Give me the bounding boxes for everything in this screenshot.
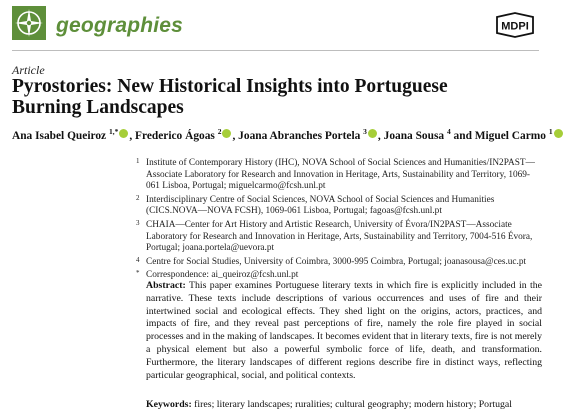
affiliation-number: * (136, 269, 140, 278)
article-type: Article (12, 63, 45, 77)
author-name[interactable]: Joana Sousa (383, 129, 445, 142)
author-name[interactable]: Joana Abranches Portela (238, 129, 361, 142)
header-divider (12, 50, 539, 51)
orcid-icon[interactable] (554, 129, 563, 138)
affiliation-text: CHAIA—Center for Art History and Artistic Research, University of Évora/IN2PAST—Associate Laboratory for Research and Innovation in Heritage, Arts, Sustainability and Territory, 7004-516 Évora, Portugal; joana.portela@uevora.pt (146, 219, 533, 254)
journal-header (12, 6, 539, 44)
geographies-logo-icon (12, 6, 46, 40)
title-line: Pyrostories: New Historical Insights into Portuguese (12, 76, 448, 97)
affiliation-list (136, 157, 541, 284)
affiliation-item (136, 193, 541, 218)
author-affiliation-marker: 4 (446, 127, 451, 136)
affiliation-item (136, 255, 541, 269)
author-affiliation-marker: 3 (363, 127, 367, 136)
affiliation-number: 3 (136, 218, 140, 227)
abstract (146, 280, 542, 382)
keywords (146, 399, 542, 412)
title-line: Burning Landscapes (12, 97, 184, 118)
journal-name[interactable]: geographies (56, 14, 184, 37)
author-affiliation-marker: 2 (217, 127, 222, 136)
affiliation-number: 4 (136, 255, 140, 264)
keywords-label: Keywords: (146, 399, 192, 410)
orcid-icon[interactable] (368, 129, 377, 138)
author-affiliation-marker: 1,* (108, 127, 119, 136)
affiliation-item (136, 218, 541, 255)
author-affiliation-marker: 1 (548, 127, 553, 136)
affiliation-text: Interdisciplinary Centre of Social Sciences, NOVA School of Social Sciences and Humanities (CICS.NOVA—NOVA FCSH), 1069-061 Lisboa, Portugal; fagoas@fcsh.unl.pt (146, 194, 495, 217)
publisher-name: MDPI (501, 20, 529, 33)
paper-title (12, 76, 542, 118)
affiliation-text: Centre for Social Studies, University of Coimbra, 3000-995 Coimbra, Portugal; joanasousa@ces.uc.pt (146, 256, 527, 267)
author-name[interactable]: Ana Isabel Queiroz (12, 129, 107, 142)
affiliation-text: Institute of Contemporary History (IHC), NOVA School of Social Sciences and Humanities/IN2PAST—Associate Laboratory for Research and Innovation in Heritage, Arts, Sustainability and Territory, 1069-061 Lisboa, Portugal; miguelcarmo@fcsh.unl.pt (146, 158, 535, 192)
keywords-text: fires; literary landscapes; ruralities; cultural geography; modern history; Portugal (194, 399, 512, 410)
author-name[interactable]: Frederico Ágoas (135, 129, 215, 142)
author-name[interactable]: Miguel Carmo (474, 129, 546, 142)
abstract-label: Abstract: (146, 280, 186, 291)
orcid-icon[interactable] (222, 129, 231, 138)
author-list: Ana Isabel Queiroz $^{1,*}$ , Frederico Ágoas $^2$ , Joana Abranches Portela $^3$ , Joana Sousa $^4$ and Miguel Carmo $^1$ (12, 124, 547, 144)
orcid-icon[interactable] (119, 129, 128, 138)
abstract-text: This paper examines Portuguese literary texts in which fire is explicitly included in the narrative. These texts include descriptions of various occurrences and uses of fire and their intertwined social and ecological effects. They shed light on the origins, actors, practices, and impacts of fire, and they reveal past perceptions of fire, namely the role fire played in social processes and in the making of landscapes. It becomes evident that in literary texts, fire is not merely a physical element but also a powerful symbolic force of life, death, and transformation. Furthermore, the literary landscapes of different regions describe fire in distinct ways, reflecting particular geographical, social, and political contexts. (146, 280, 542, 381)
affiliation-number: 2 (136, 193, 140, 202)
correspondence-text[interactable]: Correspondence: ai_queiroz@fcsh.unl.pt (146, 270, 299, 281)
mdpi-logo-icon[interactable] (493, 12, 537, 38)
affiliation-item (136, 157, 541, 193)
affiliation-number: 1 (136, 157, 140, 165)
